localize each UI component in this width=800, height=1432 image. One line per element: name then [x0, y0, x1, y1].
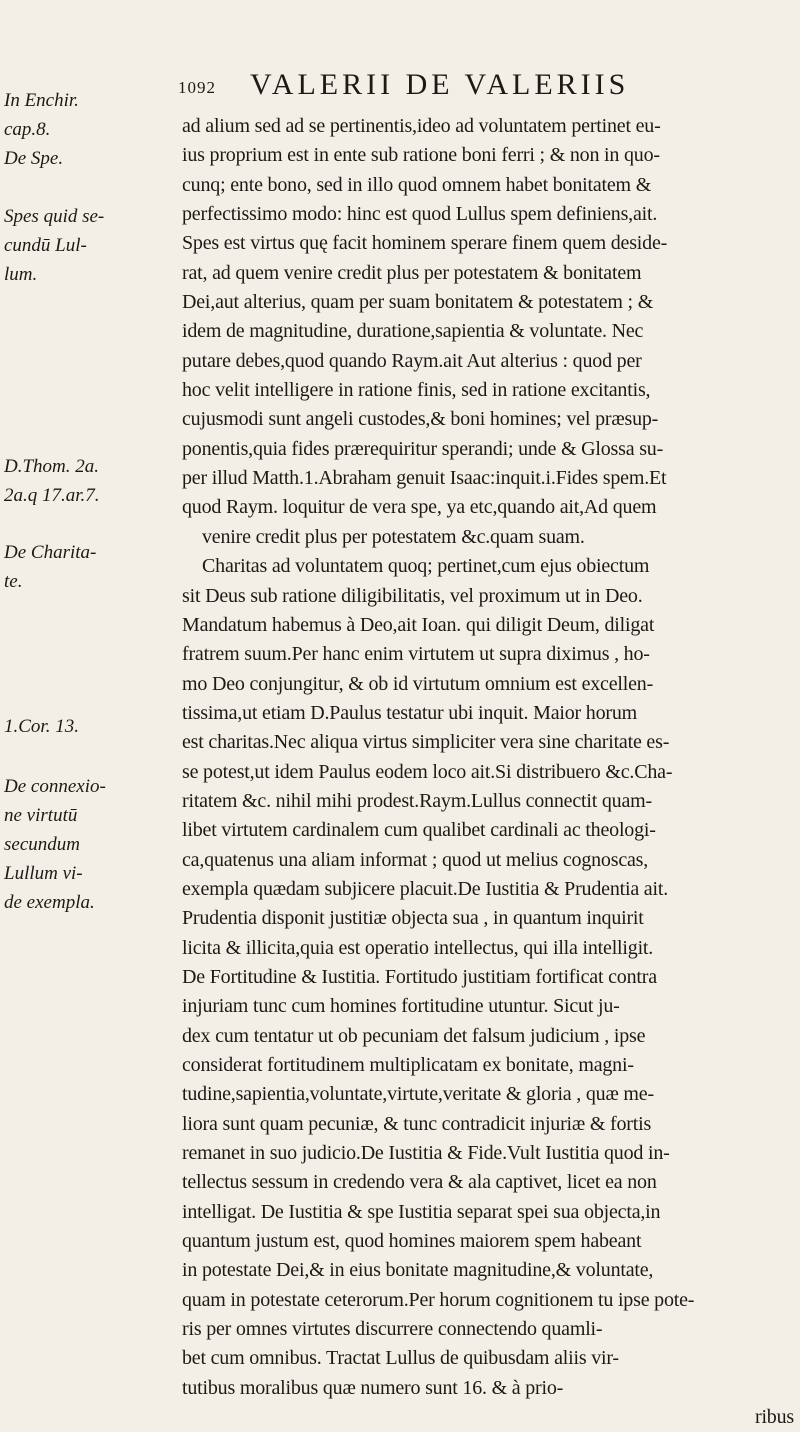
text-line: tissima,ut etiam D.Paulus testatur ubi inquit. Maior horum [182, 701, 638, 724]
text-line: venire credit plus per potestatem &c.quam suam. [202, 525, 585, 548]
text-line: tudine,sapientia,voluntate,virtute,veritate & gloria , quæ me- [182, 1083, 654, 1106]
text-line: idem de magnitudine, duratione,sapientia & voluntate. Nec [182, 320, 644, 343]
text-line: in potestate Dei,& in eius bonitate magnitudine,& voluntate, [182, 1259, 654, 1282]
text-line: perfectissimo modo: hinc est quod Lullus spem definiens,ait. [182, 203, 658, 226]
text-line: sit Deus sub ratione diligibilitatis, vel proximum ut in Deo. [182, 584, 643, 607]
text-line: Spes est virtus quę facit hominem sperare finem quem deside- [182, 232, 668, 255]
text-line: per illud Matth.1.Abraham genuit Isaac:inquit.i.Fides spem.Et [182, 467, 667, 490]
text-line: quod Raym. loquitur de vera spe, ya etc,quando ait,Ad quem [182, 496, 657, 519]
text-line: intelligat. De Iustitia & spe Iustitia separat spei sua objecta,in [182, 1200, 661, 1223]
text-line: quam in potestate ceterorum.Per horum cognitionem tu ipse pote- [182, 1288, 695, 1311]
text-line: putare debes,quod quando Raym.ait Aut alterius : quod per [182, 349, 642, 372]
margin-note-corinthians: 1.Cor. 13. [4, 716, 79, 737]
running-head: VALERII DE VALERIIS [250, 68, 630, 101]
catchword: ribus [754, 1406, 794, 1429]
text-line: De Fortitudine & Iustitia. Fortitudo justitiam fortificat contra [182, 965, 657, 988]
margin-note-enchiridion: In Enchir. cap.8. [4, 90, 79, 140]
body-text [182, 112, 794, 1432]
text-line: liora sunt quam pecuniæ, & tunc contradicit injuriæ & fortis [182, 1112, 652, 1135]
text-line: tellectus sessum in credendo vera & ala captivet, licet ea non [182, 1171, 657, 1194]
margin-note-de-connexione: De connexio- ne virtutū secundum Lullum vi- de exempla. [4, 776, 106, 913]
margin-note-thomas: D.Thom. 2a. 2a.q 17.ar.7. [4, 456, 100, 506]
page-number: 1092 [178, 78, 216, 97]
margin-note-de-charitate: De Charita- te. [4, 542, 97, 592]
text-line: mo Deo conjungitur, & ob id virtutum omnium est excellen- [182, 672, 654, 695]
text-line: libet virtutem cardinalem cum qualibet cardinali ac theologi- [182, 819, 656, 842]
text-line: ad alium sed ad se pertinentis,ideo ad voluntatem pertinet eu- [182, 115, 661, 137]
text-line: ca,quatenus una aliam informat ; quod ut melius cognoscas, [182, 848, 649, 871]
text-line: injuriam tunc cum homines fortitudine utuntur. Sicut ju- [182, 995, 620, 1018]
text-line: est charitas.Nec aliqua virtus simpliciter vera sine charitate es- [182, 731, 670, 754]
text-line: bet cum omnibus. Tractat Lullus de quibusdam aliis vir- [182, 1347, 619, 1370]
text-line: Charitas ad voluntatem quoq; pertinet,cum ejus obiectum [202, 555, 650, 578]
text-line: rat, ad quem venire credit plus per potestatem & bonitatem [182, 261, 642, 284]
text-line: ritatem &c. nihil mihi prodest.Raym.Lullus connectit quam- [182, 789, 652, 812]
text-line: se potest,ut idem Paulus eodem loco ait.Si distribuero &c.Cha- [182, 760, 673, 783]
text-line: quantum justum est, quod homines maiorem spem habeant [182, 1230, 642, 1253]
text-line: ius proprium est in ente sub ratione boni ferri ; & non in quo- [182, 144, 660, 167]
margin-note-de-spe: De Spe. [4, 148, 64, 169]
text-line: Prudentia disponit justitiæ objecta sua , in quantum inquirit [182, 907, 644, 930]
text-line: licita & illicita,quia est operatio intellectus, qui illa intelligit. [182, 936, 654, 959]
text-line: Mandatum habemus à Deo,ait Ioan. qui diligit Deum, diligat [182, 613, 655, 636]
text-line: cunq; ente bono, sed in illo quod omnem habet bonitatem & [182, 173, 652, 196]
text-line: dex cum tentatur ut ob pecuniam det falsum judicium , ipse [182, 1024, 646, 1047]
text-line: Dei,aut alterius, quam per suam bonitatem & potestatem ; & [182, 291, 654, 314]
text-line: exempla quædam subjicere placuit.De Iustitia & Prudentia ait. [182, 877, 668, 900]
text-line: cujusmodi sunt angeli custodes,& boni homines; vel præsup- [182, 408, 659, 431]
text-line: hoc velit intelligere in ratione finis, sed in ratione excitantis, [182, 379, 651, 402]
text-line: ponentis,quia fides prærequiritur sperandi; unde & Glossa su- [182, 437, 664, 460]
margin-note-spes-quid: Spes quid se- cundū Lul- lum. [4, 206, 105, 285]
text-line: considerat fortitudinem multiplicatam ex bonitate, magni- [182, 1054, 634, 1076]
text-line: fratrem suum.Per hanc enim virtutem ut supra diximus , ho- [182, 643, 650, 666]
text-line: remanet in suo judicio.De Iustitia & Fide.Vult Iustitia quod in- [182, 1142, 670, 1165]
text-line: tutibus moralibus quæ numero sunt 16. & à prio- [182, 1376, 564, 1399]
text-line: ris per omnes virtutes discurrere connectendo quamli- [182, 1318, 603, 1341]
